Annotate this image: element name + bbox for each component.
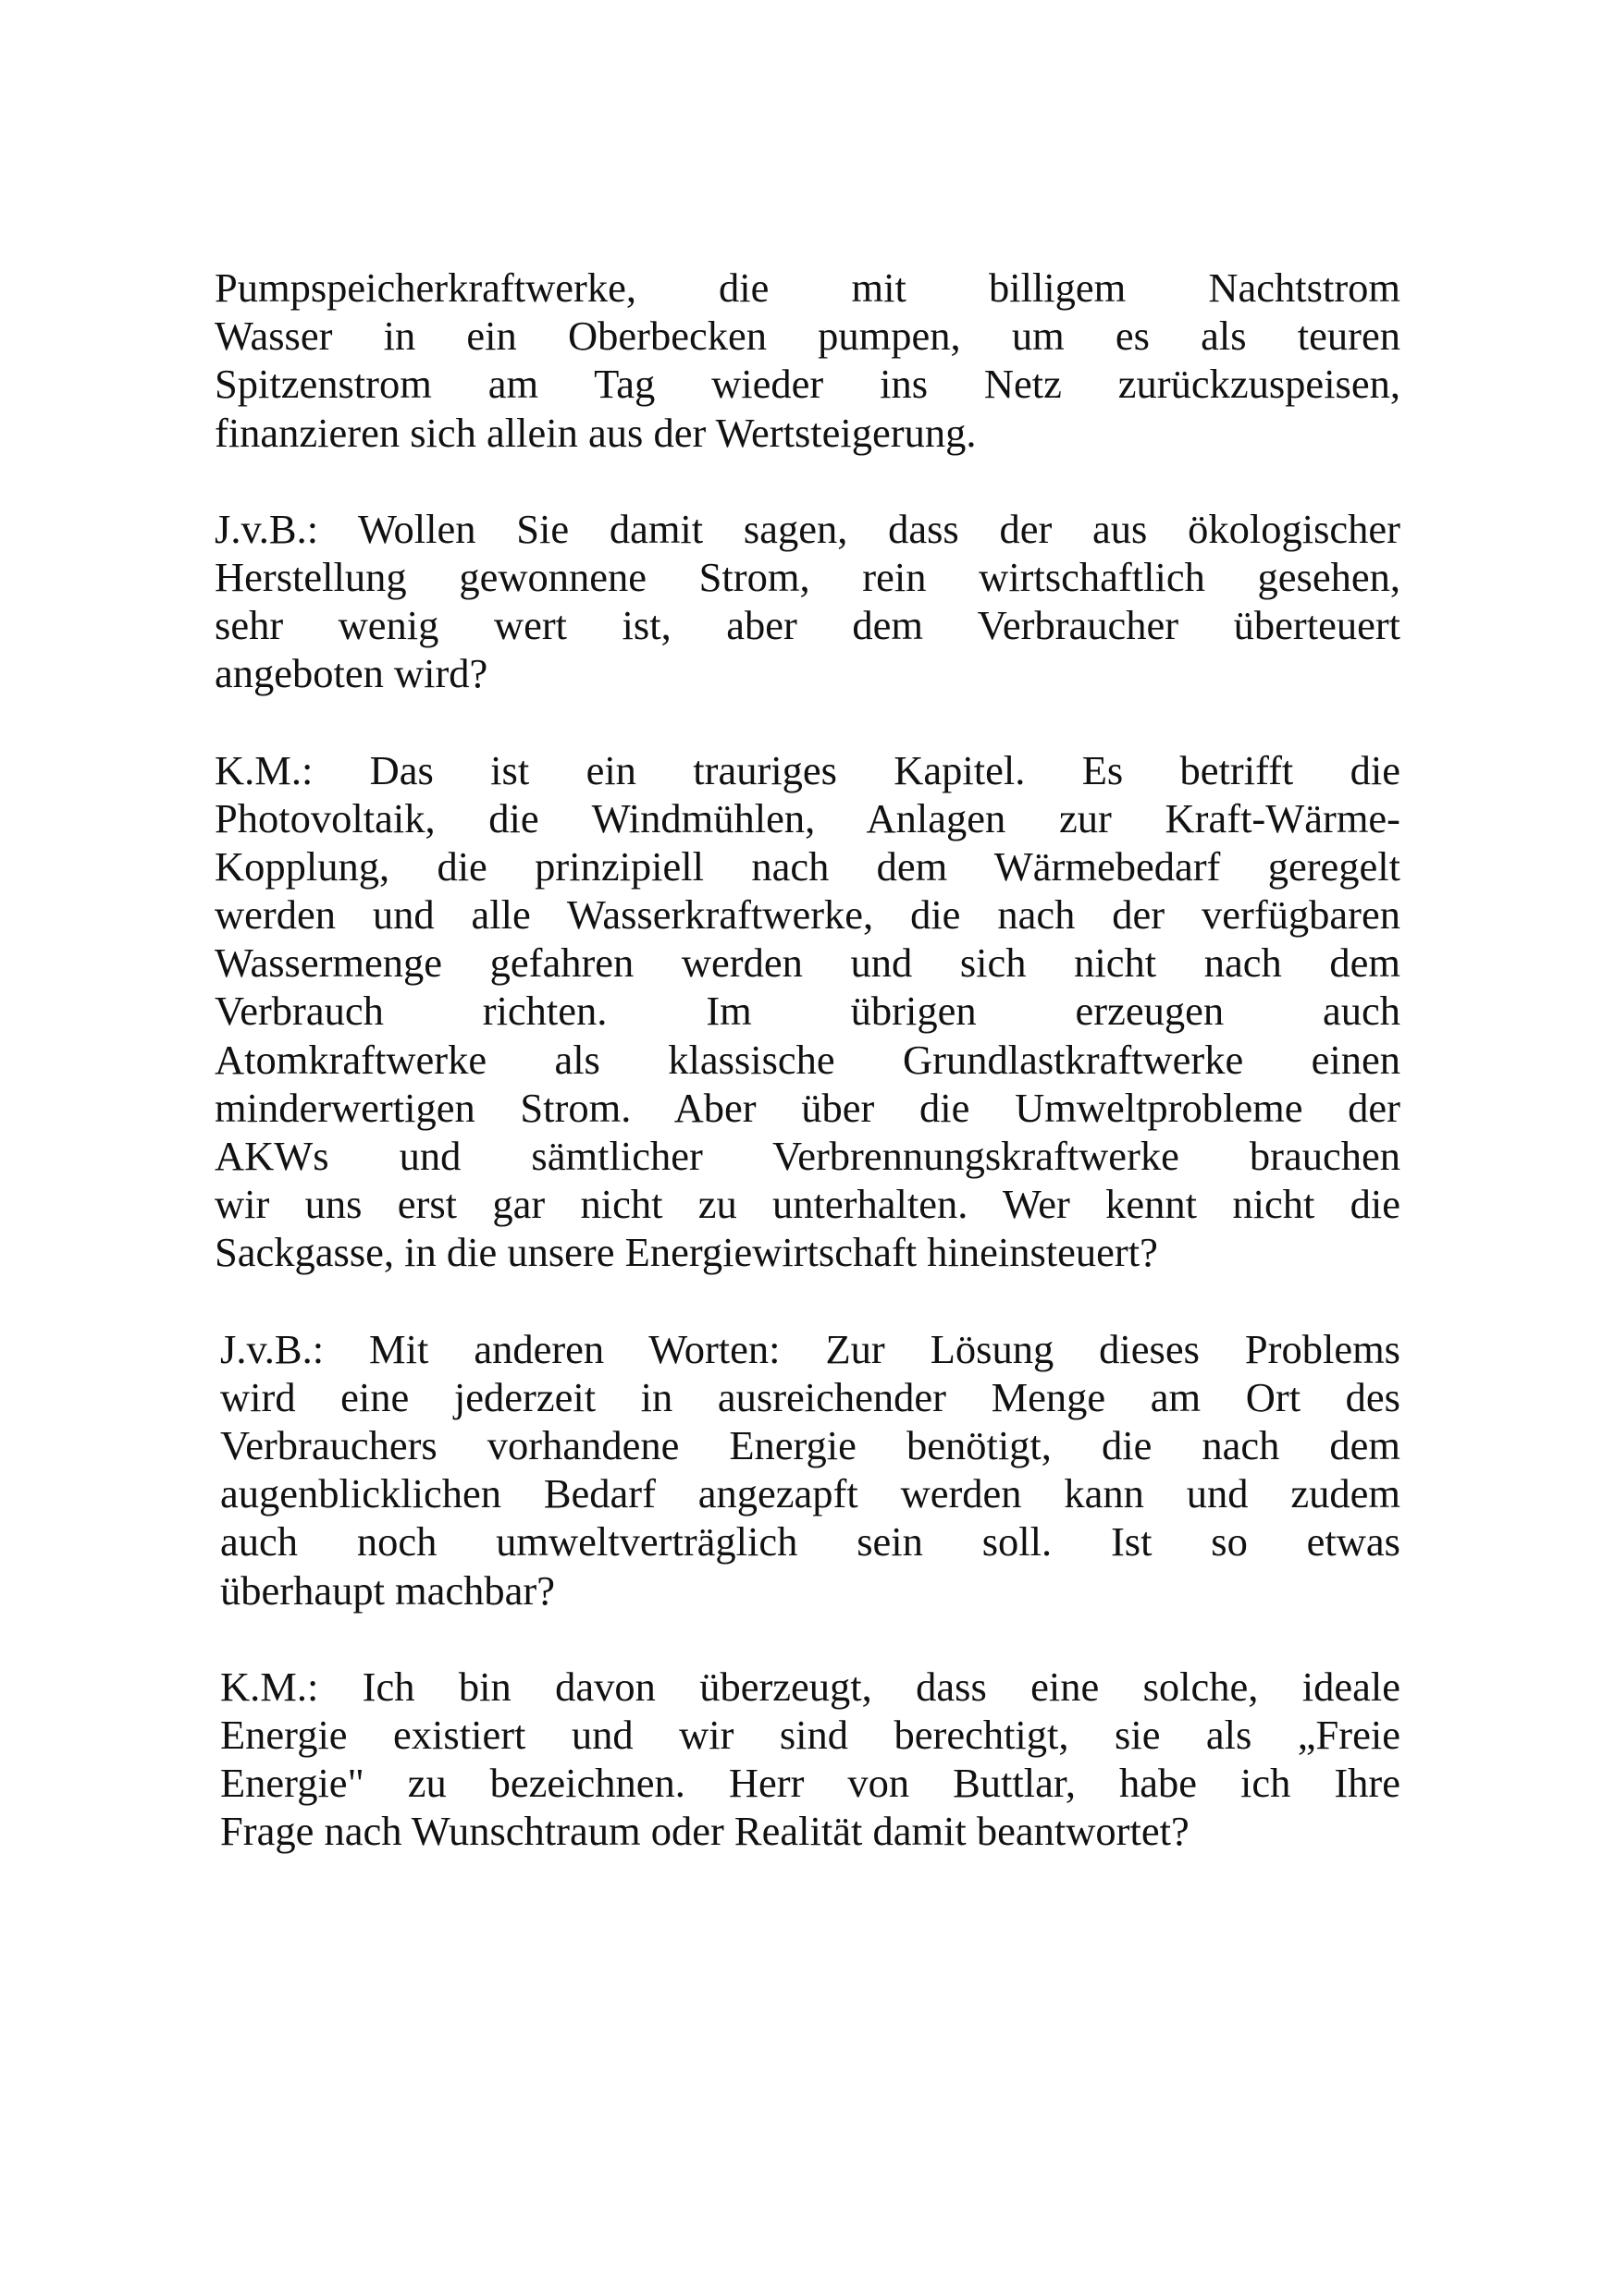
text-line: Spitzenstrom am Tag wieder ins Netz zurückzuspeisen, [215, 361, 1400, 408]
text-line: Atomkraftwerke als klassische Grundlastkraftwerke einen [215, 1036, 1400, 1083]
paragraph-answer-km-1 [215, 746, 1400, 1277]
text-line: finanzieren sich allein aus der Wertsteigerung. [215, 409, 977, 456]
text-line: Kopplung, die prinzipiell nach dem Wärmebedarf geregelt [215, 842, 1400, 890]
text-line: J.v.B.: Mit anderen Worten: Zur Lösung dieses Problems [220, 1325, 1400, 1372]
text-line: Verbrauch richten. Im übrigen erzeugen auch [215, 988, 1400, 1035]
text-line: AKWs und sämtlicher Verbrennungskraftwerke brauchen [215, 1133, 1400, 1179]
text-line: wir uns erst gar nicht zu unterhalten. Wer kennt nicht die [215, 1181, 1400, 1228]
text-line: Wassermenge gefahren werden und sich nicht nach dem [215, 939, 1400, 987]
paragraph-question-jvb-2 [215, 1325, 1400, 1615]
text-line: minderwertigen Strom. Aber über die Umweltprobleme der [215, 1084, 1400, 1131]
text-line: Photovoltaik, die Windmühlen, Anlagen zur Kraft-Wärme- [215, 794, 1400, 841]
text-line: Energie existiert und wir sind berechtigt, sie als „Freie [220, 1711, 1400, 1758]
paragraph-answer-km-2 [215, 1663, 1400, 1856]
text-line: Herstellung gewonnene Strom, rein wirtschaftlich gesehen, [215, 553, 1400, 600]
text-line: Energie" zu bezeichnen. Herr von Buttlar, habe ich Ihre [220, 1760, 1400, 1807]
paragraph-question-jvb-1 [215, 505, 1400, 698]
text-line: Pumpspeicherkraftwerke, die mit billigem Nachtstrom [215, 264, 1400, 311]
text-line: augenblicklichen Bedarf angezapft werden kann und zudem [220, 1470, 1400, 1517]
text-line: angeboten wird? [215, 650, 488, 697]
text-line: K.M.: Das ist ein trauriges Kapitel. Es betrifft die [215, 746, 1400, 793]
text-line: überhaupt machbar? [220, 1566, 555, 1614]
text-line: wird eine jederzeit in ausreichender Menge am Ort des [220, 1373, 1400, 1420]
text-line: K.M.: Ich bin davon überzeugt, dass eine solche, ideale [220, 1663, 1400, 1710]
text-line: Sackgasse, in die unsere Energiewirtschaft hineinsteuert? [215, 1229, 1158, 1276]
text-line: Verbrauchers vorhandene Energie benötigt, die nach dem [220, 1421, 1400, 1468]
interview-text [215, 264, 1400, 1903]
text-line: Frage nach Wunschtraum oder Realität damit beantwortet? [220, 1808, 1190, 1855]
paragraph-pumpspeicher [215, 264, 1400, 457]
text-line: werden und alle Wasserkraftwerke, die nach der verfügbaren [215, 891, 1400, 939]
text-line: sehr wenig wert ist, aber dem Verbraucher überteuert [215, 602, 1400, 649]
text-line: auch noch umweltverträglich sein soll. Ist so etwas [220, 1518, 1400, 1565]
text-line: Wasser in ein Oberbecken pumpen, um es als teuren [215, 313, 1400, 360]
text-line: J.v.B.: Wollen Sie damit sagen, dass der aus ökologischer [215, 505, 1400, 552]
